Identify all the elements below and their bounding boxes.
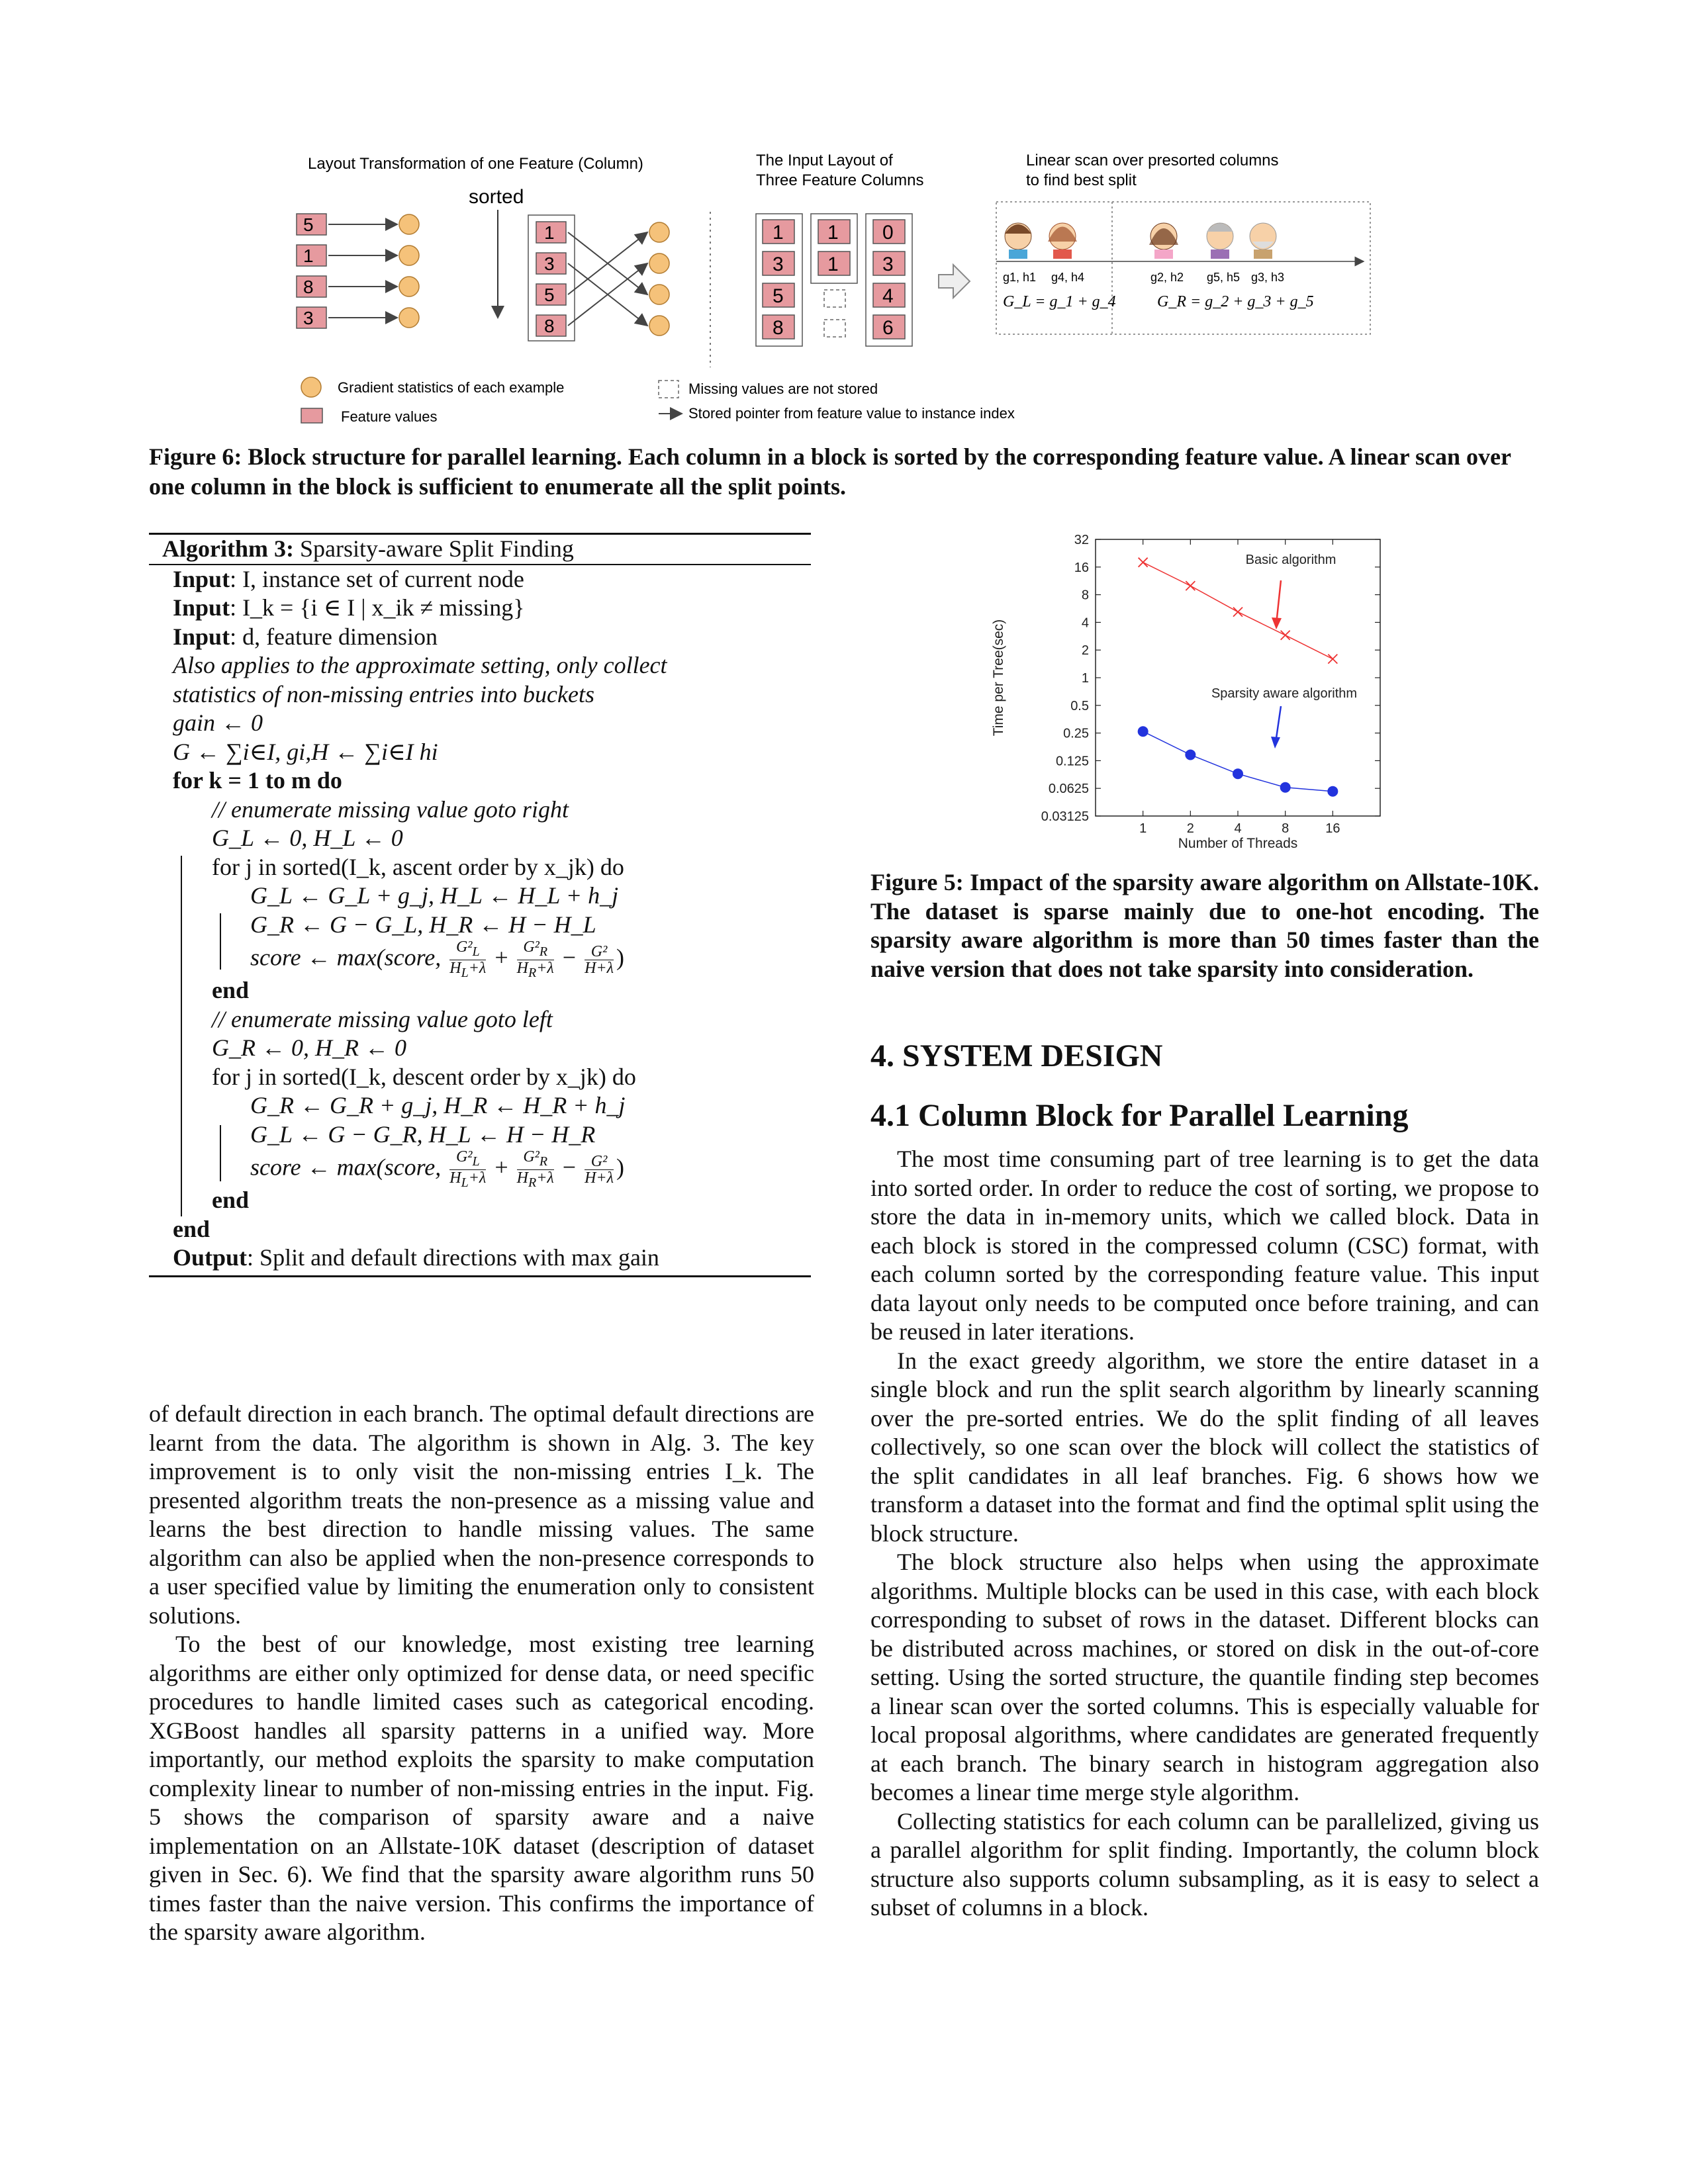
- algo-score-2: score ← max(score, $\frac{G^2_L}{H_L+\lambda}$ + $\frac{G^2_R}{H_R+\lambda}$ − $\frac{\text{G²}}{H+\lambda}$ ): [250, 1148, 625, 1190]
- section-4-1-heading: 4.1 Column Block for Parallel Learning: [870, 1098, 1409, 1133]
- sorted-feature-column: [536, 222, 566, 336]
- feature-value: 8: [303, 277, 314, 297]
- data-point: [1327, 786, 1338, 797]
- data-point: [1185, 749, 1196, 760]
- x-tick-label: 8: [1282, 821, 1289, 836]
- annotation-basic: Basic algorithm: [1245, 553, 1336, 567]
- algo-gr-reset: G_R ← 0, H_R ← 0: [212, 1034, 406, 1061]
- grandpa-icon: [1250, 223, 1276, 259]
- boy-icon: [1005, 223, 1031, 259]
- sorted-value: 3: [544, 253, 555, 274]
- panel2-title-line1: The Input Layout of: [756, 152, 893, 169]
- col1-value: 1: [773, 222, 784, 244]
- figure-5-caption: Figure 5: Impact of the sparsity aware algorithm on Allstate-10K. The dataset is sparse mainly due to one-hot encoding. The sparsity aware algorithm is more than 50 times faster than the naive version that does not take sparsity into consideration.: [870, 869, 1539, 982]
- algo-gr-update: G_R ← G − G_L, H_R ← H − H_L: [250, 911, 596, 938]
- col1-value: 8: [773, 317, 784, 339]
- col3-value: 4: [882, 285, 894, 307]
- figure-6-diagram: [285, 149, 1403, 433]
- series-line: [1143, 563, 1333, 659]
- panel3-title-line1: Linear scan over presorted columns: [1026, 152, 1279, 169]
- algo-output: Output: Split and default directions with max gain: [173, 1244, 659, 1271]
- algo-input-3: Input: d, feature dimension: [173, 623, 438, 650]
- data-point: [1328, 655, 1337, 664]
- algo-gl-reset: G_L ← 0, H_L ← 0: [212, 825, 403, 851]
- algo-for-ascent: for j in sorted(I_k, ascent order by x_jk) do: [212, 853, 624, 880]
- algo-gr-update2: G_R ← G_R + g_j, H_R ← H_R + h_j: [250, 1092, 626, 1118]
- algo-gain-init: gain ← 0: [173, 709, 263, 736]
- col3-value: 0: [882, 222, 894, 244]
- right-paragraph-4: Collecting statistics for each column can be parallelized, giving us a parallel algorithm for split finding. Importantly, the column block structure also supports column subsampling, as it is easy to select a subset of columns in a block.: [870, 1807, 1539, 1921]
- legend-missing-icon: [659, 381, 679, 398]
- annotation-arrowhead: [1272, 617, 1282, 629]
- legend-feature-icon: [301, 408, 322, 423]
- panel2-title-line2: Three Feature Columns: [756, 171, 924, 189]
- y-tick-label: 1: [1081, 671, 1089, 686]
- feature-value: 1: [303, 246, 314, 266]
- data-point: [1186, 581, 1195, 590]
- grandma-icon: [1207, 223, 1233, 259]
- person-icons: [1005, 223, 1276, 259]
- missing-cell: [824, 320, 845, 337]
- legend-gradient-icon: [301, 377, 321, 397]
- col1-value: 3: [773, 253, 784, 275]
- big-arrow-icon: [939, 265, 970, 298]
- section-4-heading: 4. SYSTEM DESIGN: [870, 1038, 1163, 1073]
- algo-gl-update: G_L ← G_L + g_j, H_L ← H_L + h_j: [250, 882, 619, 909]
- sorted-value: 5: [544, 285, 555, 305]
- algorithm-3: [149, 533, 811, 1277]
- right-paragraph-3: The block structure also helps when using the approximate algorithms. Multiple blocks can be used in this case, with each block corresponding to subset of rows in the dataset. Different blocks can be distributed across machines, or stored on disk in the out-of-core setting. Using the sorted structure, the quantile finding step becomes a linear scan over the sorted columns. This is especially valuable for local proposal algorithms, where candidates are generated frequently at each branch. The binary search in histogram aggregation also becomes a linear time merge style algorithm.: [870, 1549, 1539, 1805]
- y-tick-label: 0.03125: [1041, 809, 1089, 824]
- col2-value: 1: [827, 222, 839, 244]
- legend-missing: Missing values are not stored: [688, 381, 878, 397]
- series-line: [1143, 731, 1333, 791]
- legend-feature: Feature values: [341, 408, 438, 425]
- feature-value: 5: [303, 214, 314, 235]
- algo-end-outer: end: [173, 1215, 211, 1242]
- y-tick-label: 0.0625: [1048, 782, 1089, 797]
- annotation-arrow: [1276, 580, 1281, 624]
- feature-value: 3: [303, 308, 314, 328]
- woman-icon: [1149, 223, 1178, 259]
- data-point: [1233, 768, 1243, 779]
- panel3-title-line2: to find best split: [1026, 171, 1137, 189]
- left-body-text: [149, 1400, 814, 1947]
- y-axis-label: Time per Tree(sec): [991, 619, 1006, 737]
- person-label: g4, h4: [1051, 271, 1085, 284]
- y-tick-label: 0.5: [1070, 698, 1089, 713]
- data-point: [1233, 608, 1243, 617]
- gr-formula: G_R = g_2 + g_3 + g_5: [1157, 293, 1314, 310]
- person-label: g2, h2: [1150, 271, 1184, 284]
- algo-for-descent: for j in sorted(I_k, descent order by x_jk) do: [212, 1063, 636, 1090]
- right-body-text: [870, 1145, 1539, 1923]
- data-point: [1281, 631, 1290, 640]
- y-tick-label: 4: [1081, 615, 1089, 631]
- person-label: g1, h1: [1003, 271, 1037, 284]
- y-tick-label: 8: [1081, 588, 1089, 603]
- x-tick-label: 4: [1234, 821, 1242, 836]
- missing-cell: [824, 290, 845, 307]
- annotation-sparsity: Sparsity aware algorithm: [1211, 686, 1358, 701]
- algo-for-outer: for k = 1 to m do: [173, 767, 342, 794]
- sorted-value: 1: [544, 222, 555, 243]
- x-tick-label: 2: [1186, 821, 1194, 836]
- data-point: [1280, 782, 1291, 793]
- algo-note-1: Also applies to the approximate setting, only collect: [173, 652, 667, 678]
- sorted-value: 8: [544, 316, 555, 336]
- algo-g-init: G ← ∑i∈I, gi,H ← ∑i∈I hi: [173, 738, 438, 765]
- figure-6: [285, 149, 1403, 433]
- algo-score-1: score ← max(score, $\frac{G^2_L}{H_L+\lambda}$ + $\frac{G^2_R}{H_R+\lambda}$ − $\frac{\text{G²}}{H+\lambda}$ ): [250, 938, 625, 980]
- y-tick-label: 16: [1074, 560, 1089, 575]
- unsorted-feature-column: [297, 214, 326, 328]
- algo-comment-right: // enumerate missing value goto right: [212, 796, 569, 823]
- person-label: g5, h5: [1207, 271, 1241, 284]
- figure-5-plot: [980, 533, 1542, 854]
- algo-gl-update2: G_L ← G − G_R, H_L ← H − H_R: [250, 1120, 596, 1148]
- right-paragraph-1: The most time consuming part of tree learning is to get the data into sorted order. In order to reduce the cost of sorting, we propose to store the data in in-memory units, which we called block. Data in each block is stored in the compressed column (CSC) format, with each column sorted by the corresponding feature value. This input data layout only needs to be computed once before training, and can be reused in later iterations.: [870, 1146, 1539, 1345]
- figure-6-caption: Figure 6: Block structure for parallel learning. Each column in a block is sorted by the corresponding feature value. A linear scan over one column in the block is sufficient to enumerate all the split points.: [149, 443, 1511, 500]
- y-tick-label: 2: [1081, 643, 1089, 659]
- algo-end-inner-1: end: [212, 977, 250, 1003]
- annotation-arrowhead: [1271, 737, 1280, 749]
- person-label: g3, h3: [1251, 271, 1285, 284]
- algo-end-inner-2: end: [212, 1187, 250, 1213]
- gl-formula: G_L = g_1 + g_4: [1003, 293, 1116, 310]
- y-tick-label: 0.125: [1055, 754, 1089, 769]
- sorted-label: sorted: [469, 186, 524, 208]
- algorithm-title: Algorithm 3: Sparsity-aware Split Finding: [162, 535, 574, 562]
- col2-value: 1: [827, 253, 839, 275]
- figure-5-chart: [980, 533, 1542, 854]
- x-tick-label: 1: [1139, 821, 1147, 836]
- gradient-circles-left: [399, 214, 419, 328]
- y-tick-label: 0.25: [1063, 726, 1089, 741]
- left-paragraph-2: To the best of our knowledge, most existing tree learning algorithms are either only optimized for dense data, or need specific procedures to handle limited cases such as categorical encoding. XGBoost handles all sparsity patterns in a unified way. More importantly, our method exploits the sparsity to make computation complexity linear to number of non-missing entries in the input. Fig. 5 shows the comparison of sparsity aware and a naive implementation on an Allstate-10K dataset (description of dataset given in Sec. 6). We find that the sparsity aware algorithm runs 50 times faster than the naive version. This confirms the importance of the sparsity aware algorithm.: [149, 1631, 814, 1945]
- girl-icon: [1048, 223, 1077, 259]
- data-point: [1138, 726, 1149, 737]
- algo-comment-left: // enumerate missing value goto left: [212, 1005, 553, 1032]
- data-point: [1139, 558, 1148, 567]
- col1-value: 5: [773, 285, 784, 307]
- algo-input-2: Input: I_k = {i ∈ I | x_ik ≠ missing}: [173, 594, 525, 621]
- legend-gradient: Gradient statistics of each example: [338, 379, 565, 396]
- algo-note-2: statistics of non-missing entries into buckets: [173, 680, 594, 707]
- panel1-title: Layout Transformation of one Feature (Column): [308, 155, 643, 173]
- algo-input-1: Input: I, instance set of current node: [173, 565, 524, 592]
- gradient-circles-right: [649, 222, 669, 336]
- x-axis-label: Number of Threads: [1178, 836, 1298, 851]
- x-tick-label: 16: [1325, 821, 1340, 836]
- col3-value: 6: [882, 317, 894, 339]
- col3-value: 3: [882, 253, 894, 275]
- right-paragraph-2: In the exact greedy algorithm, we store the entire dataset in a single block and run the split search algorithm by linearly scanning over the pre-sorted entries. We do the split finding of all leaves collectively, so one scan over the block will collect the statistics of the split candidates in all leaf branches. Fig. 6 shows how we transform a dataset into the format and find the optimal split using the block structure.: [870, 1347, 1539, 1547]
- y-tick-label: 32: [1074, 533, 1089, 547]
- legend-pointer: Stored pointer from feature value to instance index: [688, 405, 1015, 422]
- left-paragraph-1: of default direction in each branch. The optimal default directions are learnt from the data. The algorithm is shown in Alg. 3. The key improvement is to only visit the non-missing entries I_k. The presented algorithm treats the non-presence as a missing value and learns the best direction to handle missing values. The same algorithm can also be applied when the non-presence corresponds to a user specified value by limiting the enumeration only to consistent solutions.: [149, 1400, 814, 1629]
